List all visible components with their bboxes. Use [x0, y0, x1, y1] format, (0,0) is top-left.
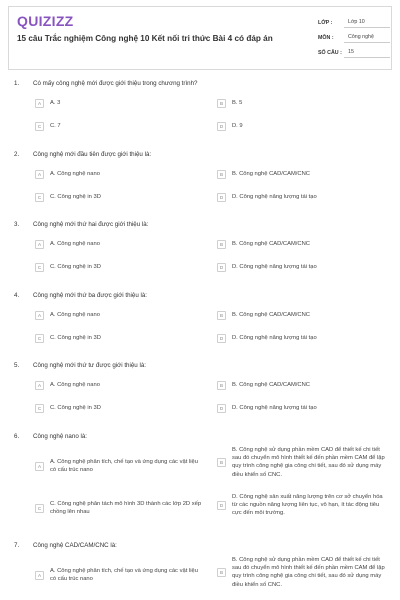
question-text: Công nghệ mới thứ tư được giới thiệu là:	[33, 362, 146, 369]
option-text: D. Công nghệ năng lượng tái tạo	[232, 335, 317, 342]
meta-value: 15	[344, 47, 390, 58]
option-a[interactable]	[35, 170, 205, 179]
option-letter-box: B	[217, 311, 226, 320]
question-number: 5.	[14, 362, 20, 369]
option-text: B. Công nghệ CAD/CAM/CNC	[232, 241, 310, 248]
option-b[interactable]	[217, 446, 389, 479]
meta-row-class	[318, 15, 390, 30]
option-a[interactable]	[35, 458, 205, 474]
meta-row-subject	[318, 30, 390, 45]
question-text: Công nghệ mới thứ hai được giới thiệu là:	[33, 221, 149, 228]
option-a[interactable]	[35, 240, 205, 249]
option-letter-box: A	[35, 462, 44, 471]
option-d[interactable]	[217, 263, 387, 272]
option-text: A. Công nghệ nano	[50, 241, 100, 248]
option-c[interactable]	[35, 404, 205, 413]
option-letter-box: D	[217, 501, 226, 510]
option-letter-box: A	[35, 99, 44, 108]
option-letter-box: A	[35, 170, 44, 179]
worksheet-title: 15 câu Trắc nghiệm Công nghệ 10 Kết nối tri thức Bài 4 có đáp án	[17, 34, 273, 43]
option-text: B. Công nghệ sử dụng phần mềm CAD để thiết kế chi tiết sau đó chuyển mô hình thiết kế đến phần mềm CAM để lập quy trình công nghệ gia công chi tiết, sau đó sử dụng máy điều khiển số CNC.	[232, 557, 385, 588]
option-a[interactable]	[35, 99, 205, 108]
option-text: C. Công nghệ in 3D	[50, 405, 101, 412]
option-letter-box: B	[217, 458, 226, 467]
question-number: 1.	[14, 80, 20, 87]
meta-label: MÔN :	[318, 34, 334, 41]
question-text: Công nghệ mới đầu tiên được giới thiệu là:	[33, 151, 152, 158]
option-letter-box: C	[35, 504, 44, 513]
question-number: 3.	[14, 221, 20, 228]
option-letter-box: A	[35, 381, 44, 390]
question-number: 4.	[14, 292, 20, 299]
option-text: B. Công nghệ CAD/CAM/CNC	[232, 312, 310, 319]
worksheet-header	[8, 6, 392, 70]
option-text: C. Công nghệ phân tách mô hình 3D thành các lớp 2D xếp chồng lên nhau	[50, 501, 202, 516]
question-text: Công nghệ CAD/CAM/CNC là:	[33, 542, 117, 549]
option-text: C. Công nghệ in 3D	[50, 335, 101, 342]
option-letter-box: B	[217, 240, 226, 249]
option-text: D. Công nghệ năng lượng tái tạo	[232, 264, 317, 271]
question-text: Công nghệ nano là:	[33, 433, 88, 440]
option-b[interactable]	[217, 381, 387, 390]
option-a[interactable]	[35, 311, 205, 320]
option-text: C. 7	[50, 123, 61, 130]
option-c[interactable]	[35, 193, 205, 202]
option-a[interactable]	[35, 567, 205, 583]
question-text: Có mấy công nghệ mới được giới thiệu trong chương trình?	[33, 80, 198, 87]
option-text: B. Công nghệ sử dụng phần mềm CAD để thiết kế chi tiết sau đó chuyển mô hình thiết kế đến phần mềm CAM để lập quy trình công nghệ gia công chi tiết, sau đó sử dụng máy điều khiển số CNC.	[232, 447, 385, 478]
option-text: A. Công nghệ nano	[50, 171, 100, 178]
option-a[interactable]	[35, 381, 205, 390]
option-letter-box: B	[217, 381, 226, 390]
option-text: A. 3	[50, 100, 61, 107]
option-letter-box: B	[217, 170, 226, 179]
option-text: A. Công nghệ phân tích, chế tạo và ứng dụng các vật liệu có cấu trúc nano	[50, 568, 198, 583]
option-text: C. Công nghệ in 3D	[50, 264, 101, 271]
option-letter-box: C	[35, 334, 44, 343]
meta-row-count	[318, 45, 390, 60]
question-number: 7.	[14, 542, 20, 549]
option-letter-box: C	[35, 404, 44, 413]
option-letter-box: A	[35, 571, 44, 580]
option-d[interactable]	[217, 334, 387, 343]
option-b[interactable]	[217, 170, 387, 179]
option-letter-box: D	[217, 122, 226, 131]
option-letter-box: C	[35, 122, 44, 131]
option-text: D. Công nghệ sản xuất năng lượng trên cơ sở chuyển hóa từ các nguồn năng lượng liên tục, vô hạn, ít tác động tiêu cực đến môi trường.	[232, 494, 383, 517]
option-letter-box: B	[217, 99, 226, 108]
question-number: 2.	[14, 151, 20, 158]
option-letter-box: A	[35, 240, 44, 249]
option-letter-box: B	[217, 568, 226, 577]
option-c[interactable]	[35, 122, 205, 131]
option-b[interactable]	[217, 311, 387, 320]
meta-value: Lớp 10	[344, 17, 390, 28]
option-d[interactable]	[217, 193, 387, 202]
option-b[interactable]	[217, 99, 387, 108]
option-b[interactable]	[217, 240, 387, 249]
option-text: B. 5	[232, 100, 243, 107]
option-c[interactable]	[35, 334, 205, 343]
option-d[interactable]	[217, 122, 387, 131]
meta-label: LỚP :	[318, 19, 333, 26]
option-text: A. Công nghệ nano	[50, 382, 100, 389]
option-letter-box: C	[35, 263, 44, 272]
meta-label: SỐ CÂU :	[318, 49, 342, 56]
option-c[interactable]	[35, 500, 205, 516]
option-letter-box: C	[35, 193, 44, 202]
option-text: D. Công nghệ năng lượng tái tạo	[232, 194, 317, 201]
option-text: A. Công nghệ nano	[50, 312, 100, 319]
option-text: B. Công nghệ CAD/CAM/CNC	[232, 171, 310, 178]
option-text: A. Công nghệ phân tích, chế tạo và ứng dụng các vật liệu có cấu trúc nano	[50, 459, 198, 474]
option-letter-box: A	[35, 311, 44, 320]
meta-value: Công nghệ	[344, 32, 390, 43]
option-letter-box: D	[217, 334, 226, 343]
option-letter-box: D	[217, 404, 226, 413]
option-letter-box: D	[217, 193, 226, 202]
option-text: C. Công nghệ in 3D	[50, 194, 101, 201]
quizizz-logo: QUIZIZZ	[17, 13, 74, 29]
option-text: D. Công nghệ năng lượng tái tạo	[232, 405, 317, 412]
option-letter-box: D	[217, 263, 226, 272]
worksheet-meta	[318, 15, 390, 60]
option-c[interactable]	[35, 263, 205, 272]
option-b[interactable]	[217, 556, 389, 589]
question-number: 6.	[14, 433, 20, 440]
option-text: B. Công nghệ CAD/CAM/CNC	[232, 382, 310, 389]
option-d[interactable]	[217, 493, 389, 518]
option-text: D. 9	[232, 123, 243, 130]
option-d[interactable]	[217, 404, 387, 413]
question-text: Công nghệ mới thứ ba được giới thiệu là:	[33, 292, 148, 299]
